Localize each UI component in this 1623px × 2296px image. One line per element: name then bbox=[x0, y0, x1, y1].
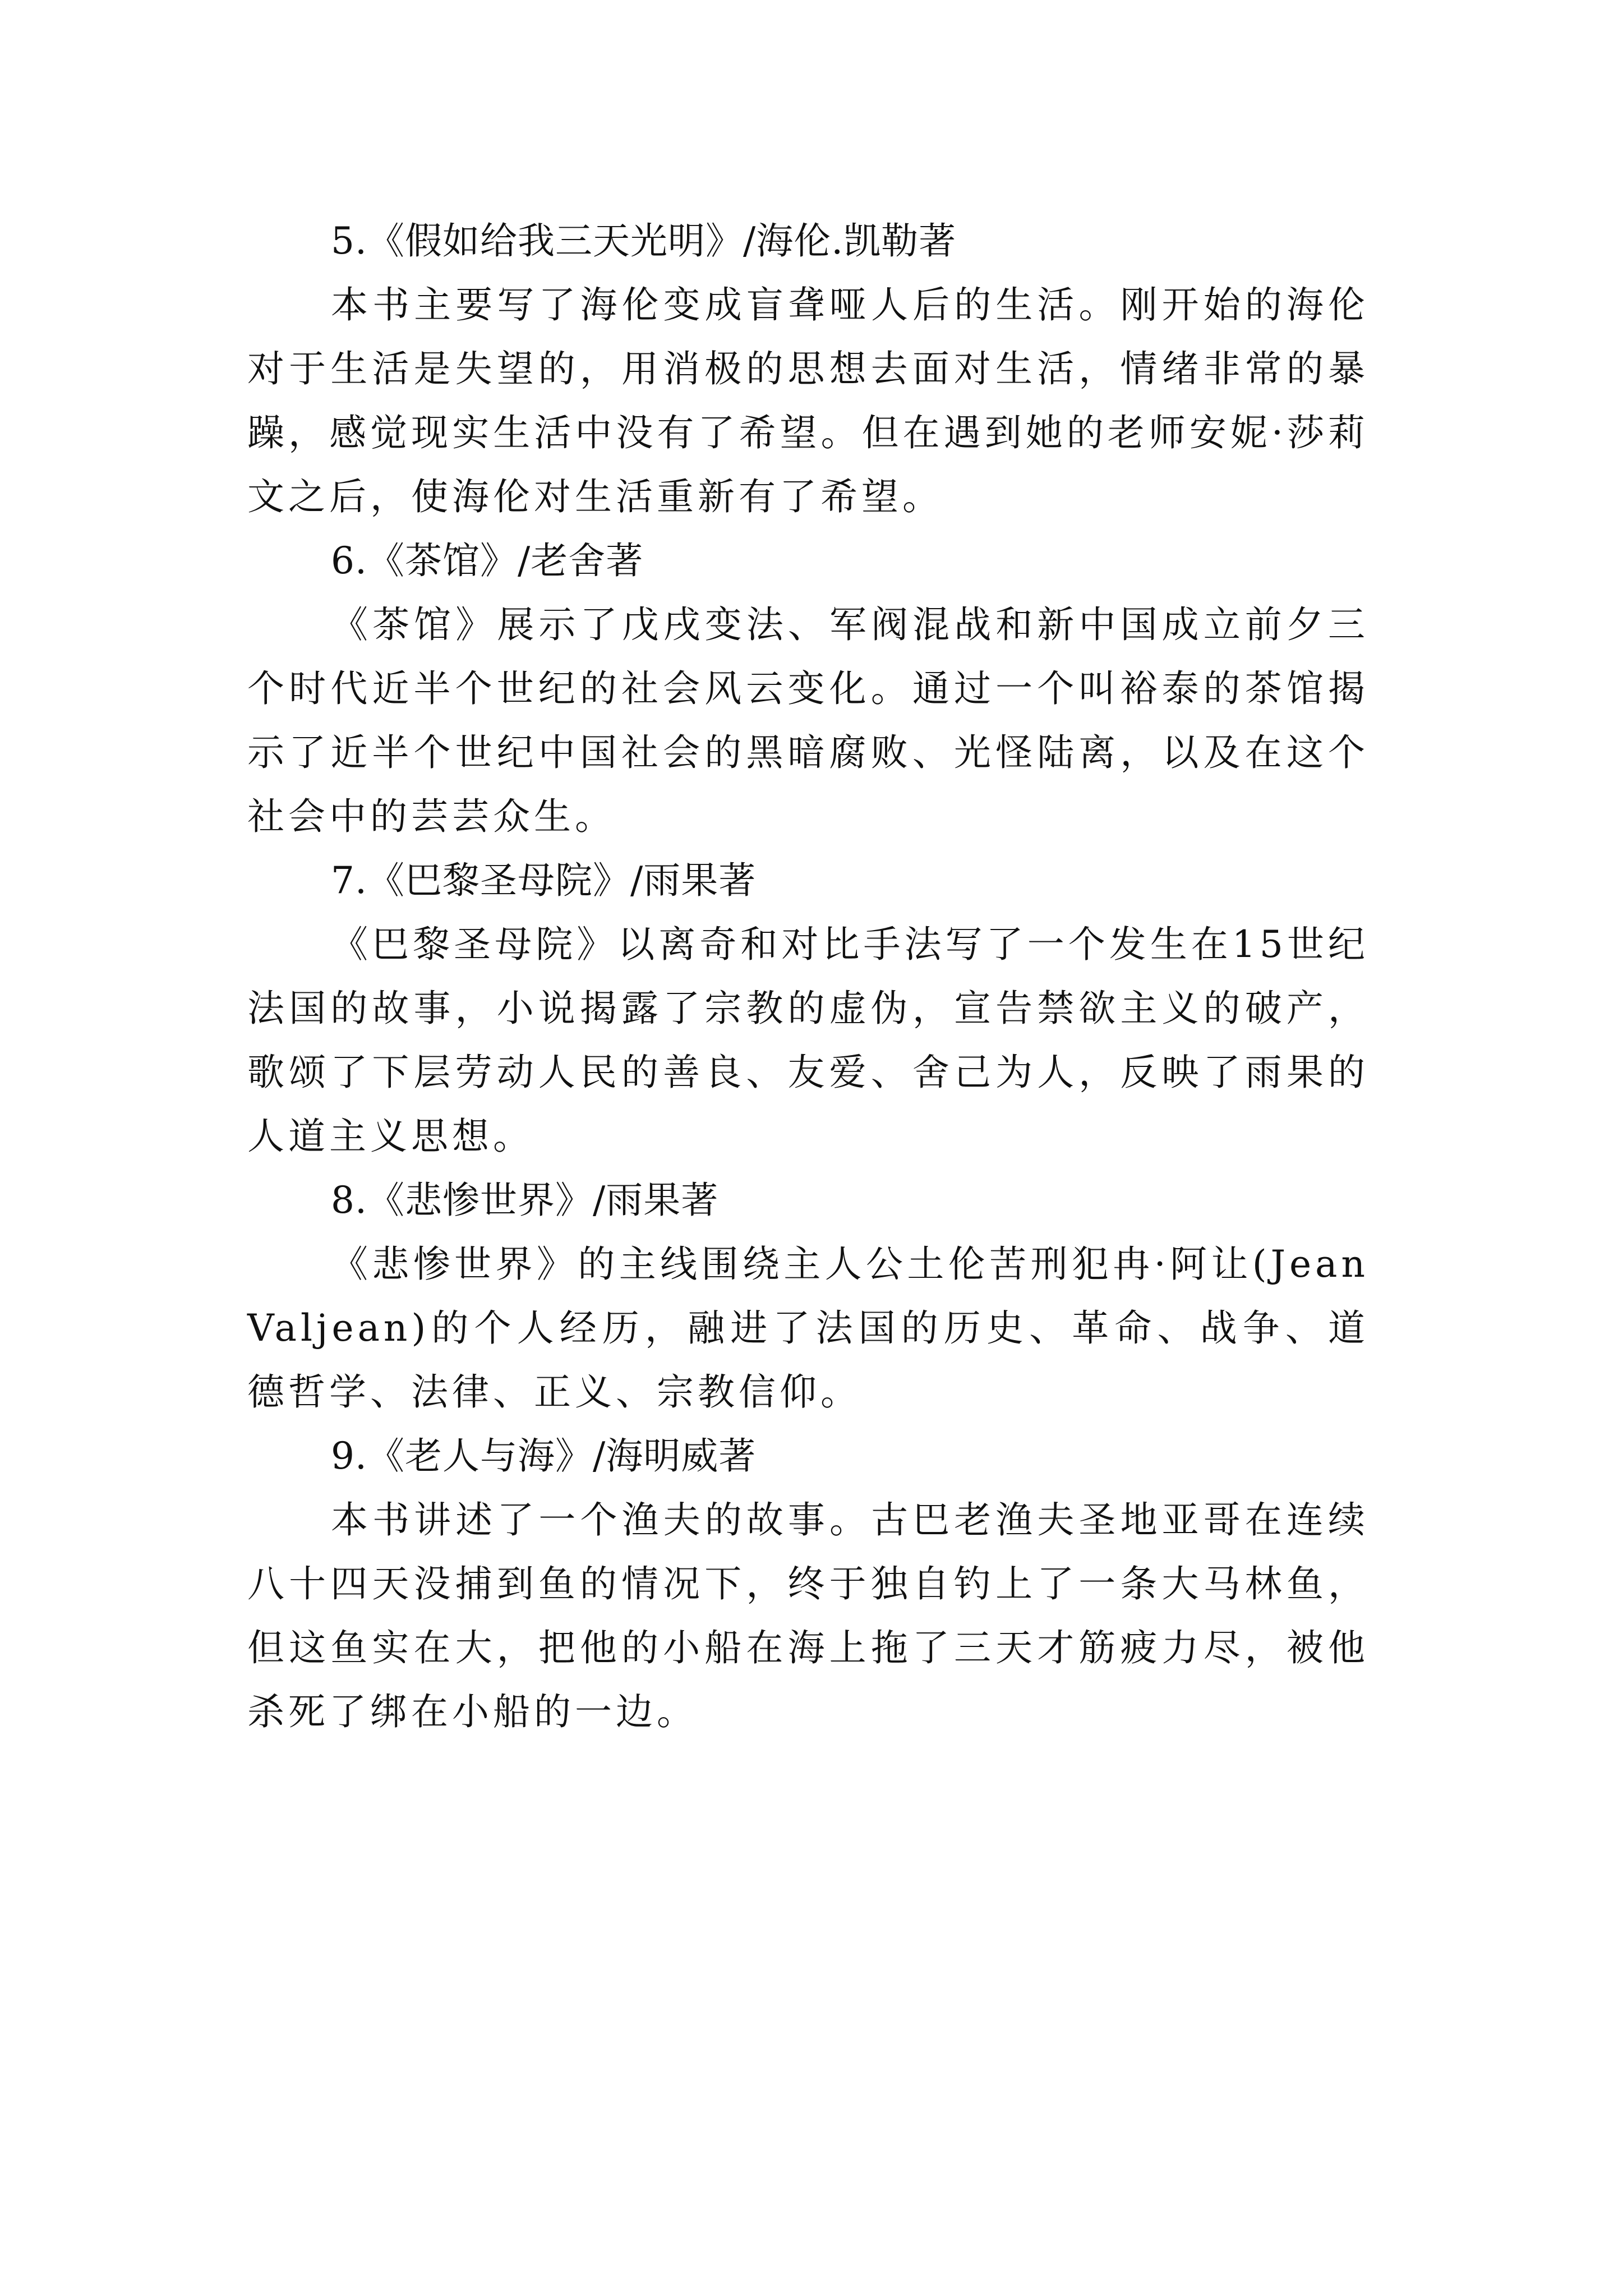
book-description: 《茶馆》展示了戊戌变法、军阀混战和新中国成立前夕三个时代近半个世纪的社会风云变化。通过一个叫裕泰的茶馆揭示了近半个世纪中国社会的黑暗腐败、光怪陆离，以及在这个社会中的芸芸众生。 bbox=[247, 603, 1369, 838]
book-entry bbox=[247, 1424, 1369, 1744]
book-title: 7.《巴黎圣母院》/雨果著 bbox=[331, 859, 757, 902]
book-description: 《悲惨世界》的主线围绕主人公土伦苦刑犯冉·阿让(Jean Valjean)的个人经历，融进了法国的历史、革命、战争、道德哲学、法律、正义、宗教信仰。 bbox=[247, 1243, 1369, 1414]
book-list bbox=[247, 209, 1369, 1744]
book-entry bbox=[247, 1168, 1369, 1424]
book-description: 《巴黎圣母院》以离奇和对比手法写了一个发生在15世纪法国的故事，小说揭露了宗教的虚伪，宣告禁欲主义的破产，歌颂了下层劳动人民的善良、友爱、舍己为人，反映了雨果的人道主义思想。 bbox=[247, 923, 1369, 1158]
book-title: 8.《悲惨世界》/雨果著 bbox=[331, 1179, 719, 1222]
book-description: 本书主要写了海伦变成盲聋哑人后的生活。刚开始的海伦对于生活是失望的，用消极的思想去面对生活，情绪非常的暴躁，感觉现实生活中没有了希望。但在遇到她的老师安妮·莎莉文之后，使海伦对生活重新有了希望。 bbox=[247, 283, 1369, 518]
book-entry bbox=[247, 209, 1369, 529]
book-entry bbox=[247, 849, 1369, 1168]
book-description: 本书讲述了一个渔夫的故事。古巴老渔夫圣地亚哥在连续八十四天没捕到鱼的情况下，终于独自钓上了一条大马林鱼，但这鱼实在大，把他的小船在海上拖了三天才筋疲力尽，被他杀死了绑在小船的一边。 bbox=[247, 1498, 1369, 1733]
book-title: 5.《假如给我三天光明》/海伦.凯勒著 bbox=[331, 219, 957, 263]
book-entry bbox=[247, 529, 1369, 849]
book-title: 9.《老人与海》/海明威著 bbox=[331, 1434, 757, 1478]
book-title: 6.《茶馆》/老舍著 bbox=[331, 539, 644, 582]
